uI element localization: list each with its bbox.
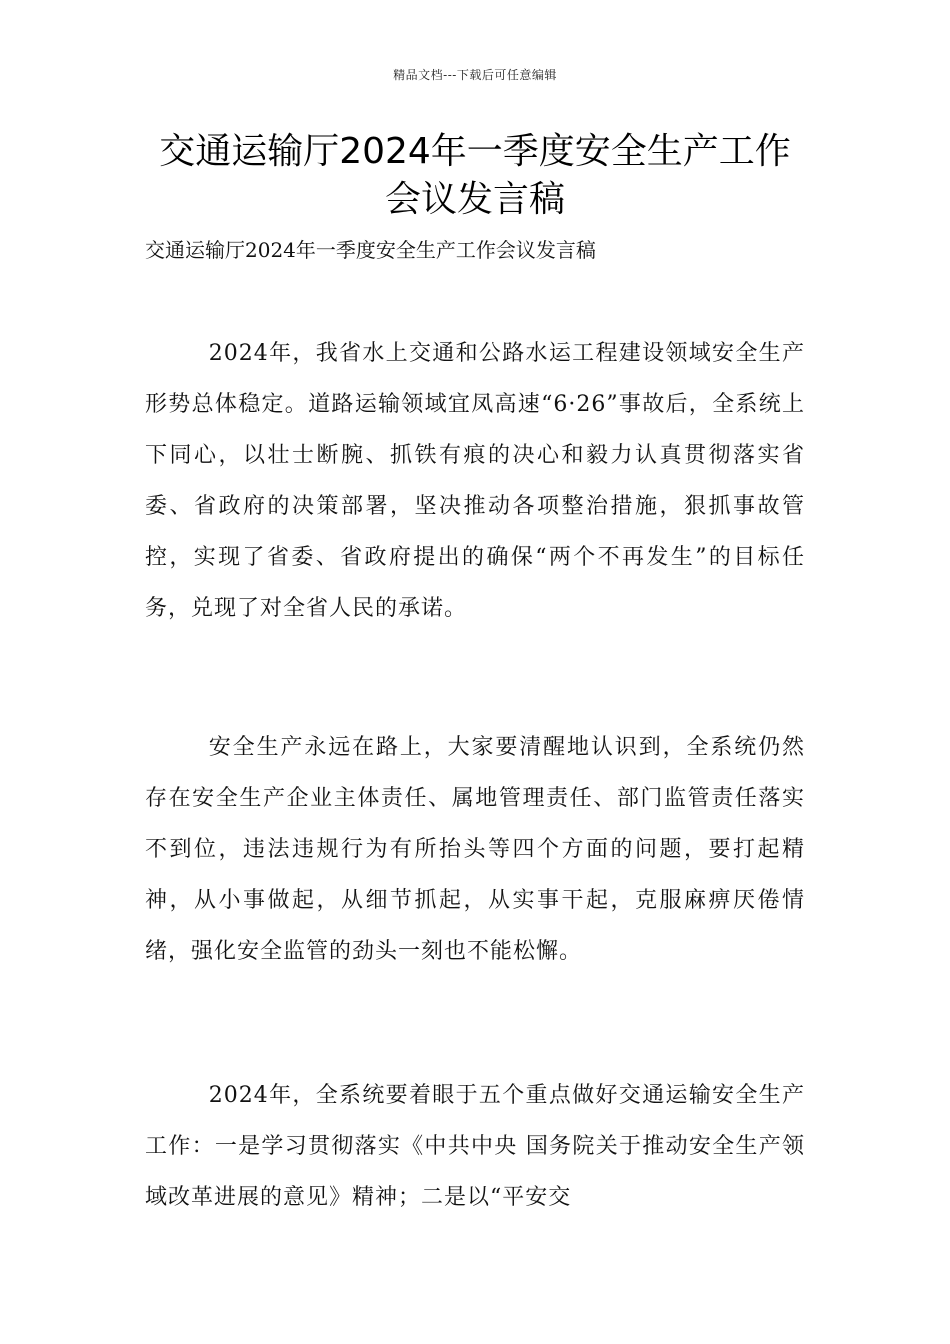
paragraph-3: 2024年，全系统要着眼于五个重点做好交通运输安全生产工作：一是学习贯彻落实《中共中央 国务院关于推动安全生产领域改革进展的意见》精神；二是以“平安交 <box>145 1083 805 1210</box>
document-title: 交通运输厅2024年一季度安全生产工作会议发言稿 <box>159 131 791 220</box>
header-note: 精品文档---下载后可任意编辑 <box>393 68 557 82</box>
document-subtitle: 交通运输厅2024年一季度安全生产工作会议发言稿 <box>145 238 596 262</box>
paragraph-1: 2024年，我省水上交通和公路水运工程建设领域安全生产形势总体稳定。道路运输领域宜凤高速“6·26”事故后，全系统上下同心，以壮士断腕、抓铁有痕的决心和毅力认真贯彻落实省委、省政府的决策部署，坚决推动各项整治措施，狠抓事故管控，实现了省委、省政府提出的确保“两个不再发生”的目标任务，兑现了对全省人民的承诺。 <box>145 341 805 621</box>
paragraph-2: 安全生产永远在路上，大家要清醒地认识到，全系统仍然存在安全生产企业主体责任、属地管理责任、部门监管责任落实不到位，违法违规行为有所抬头等四个方面的问题，要打起精神，从小事做起，从细节抓起，从实事干起，克服麻痹厌倦情绪，强化安全监管的劲头一刻也不能松懈。 <box>145 735 805 964</box>
